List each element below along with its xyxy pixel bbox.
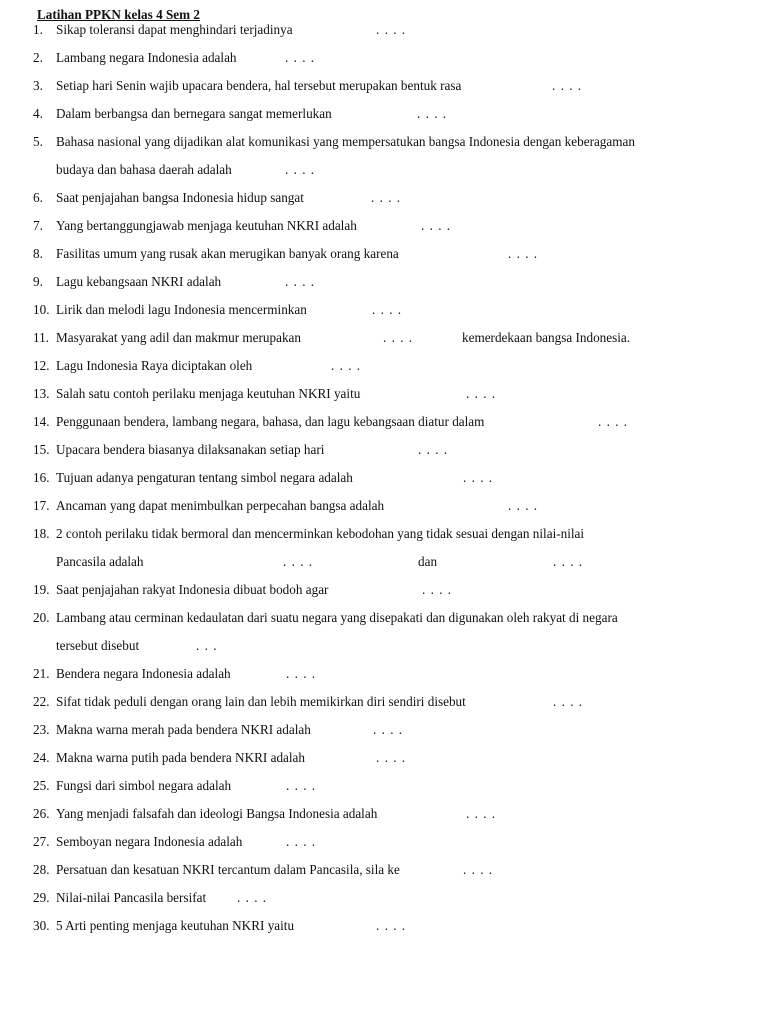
answer-blank: . . . . [373, 722, 404, 737]
question-item [0, 722, 768, 750]
question-item [0, 22, 768, 50]
question-number: 18. [33, 526, 50, 541]
answer-blank: . . . . [285, 274, 316, 289]
question-item [0, 78, 768, 106]
question-continuation [0, 638, 768, 666]
question-item [0, 218, 768, 246]
question-text: Sikap toleransi dapat menghindari terjadinya [56, 22, 293, 37]
question-item [0, 862, 768, 890]
question-item [0, 358, 768, 386]
worksheet-title: Latihan PPKN kelas 4 Sem 2 [37, 7, 201, 22]
answer-blank: . . . . [372, 302, 403, 317]
answer-blank: . . . . [237, 890, 268, 905]
question-item [0, 190, 768, 218]
question-number: 9. [33, 274, 43, 289]
question-item [0, 694, 768, 722]
question-item [0, 386, 768, 414]
answer-blank: . . . . [508, 246, 539, 261]
question-item [0, 414, 768, 442]
answer-blank: . . . . [376, 22, 407, 37]
answer-blank: . . . . [371, 190, 402, 205]
answer-blank: . . . . [376, 750, 407, 765]
question-item [0, 610, 768, 638]
question-text: 5 Arti penting menjaga keutuhan NKRI yaitu [56, 918, 295, 933]
question-number: 11. [33, 330, 49, 345]
question-item [0, 498, 768, 526]
question-text: Masyarakat yang adil dan makmur merupakan [56, 330, 301, 345]
question-list [0, 22, 768, 946]
question-number: 14. [33, 414, 50, 429]
question-item [0, 526, 768, 554]
question-text: Persatuan dan kesatuan NKRI tercantum dalam Pancasila, sila ke [56, 862, 400, 877]
question-text-after: kemerdekaan bangsa Indonesia. [462, 330, 631, 345]
question-text: Semboyan negara Indonesia adalah [56, 834, 243, 849]
question-number: 29. [33, 890, 50, 905]
question-text: Fungsi dari simbol negara adalah [56, 778, 232, 793]
question-text: Ancaman yang dapat menimbulkan perpecahan bangsa adalah [56, 498, 385, 513]
question-number: 7. [33, 218, 43, 233]
question-number: 25. [33, 778, 50, 793]
question-item [0, 470, 768, 498]
question-number: 15. [33, 442, 50, 457]
question-text: Lambang negara Indonesia adalah [56, 50, 237, 65]
question-text: Bahasa nasional yang dijadikan alat komunikasi yang mempersatukan bangsa Indonesia dengan keberagaman [56, 134, 635, 149]
question-text: Dalam berbangsa dan bernegara sangat memerlukan [56, 106, 332, 121]
answer-blank: . . . . [466, 806, 497, 821]
question-number: 23. [33, 722, 50, 737]
question-continuation [0, 554, 768, 582]
question-text: Bendera negara Indonesia adalah [56, 666, 231, 681]
question-item [0, 750, 768, 778]
question-text: Lagu Indonesia Raya diciptakan oleh [56, 358, 253, 373]
question-item [0, 778, 768, 806]
question-text: Lambang atau cerminan kedaulatan dari suatu negara yang disepakati dan digunakan oleh rakyat di negara [56, 610, 618, 625]
question-number: 19. [33, 582, 50, 597]
question-number: 30. [33, 918, 50, 933]
question-text: Salah satu contoh perilaku menjaga keutuhan NKRI yaitu [56, 386, 361, 401]
answer-blank: . . . . [417, 106, 448, 121]
question-number: 28. [33, 862, 50, 877]
answer-blank: . . . . [383, 330, 414, 345]
question-text: Lagu kebangsaan NKRI adalah [56, 274, 222, 289]
question-item [0, 582, 768, 610]
question-item [0, 106, 768, 134]
answer-blank: . . . . [286, 666, 317, 681]
question-number: 24. [33, 750, 50, 765]
question-item [0, 330, 768, 358]
answer-blank: . . . . [508, 498, 539, 513]
question-number: 22. [33, 694, 50, 709]
question-number: 26. [33, 806, 50, 821]
question-number: 17. [33, 498, 50, 513]
answer-blank: . . . . [376, 918, 407, 933]
question-text: Tujuan adanya pengaturan tentang simbol negara adalah [56, 470, 353, 485]
question-item [0, 918, 768, 946]
answer-blank: . . . . [285, 50, 316, 65]
question-number: 10. [33, 302, 50, 317]
question-number: 12. [33, 358, 50, 373]
question-number: 8. [33, 246, 43, 261]
question-text: Makna warna merah pada bendera NKRI adalah [56, 722, 311, 737]
question-text: Fasilitas umum yang rusak akan merugikan banyak orang karena [56, 246, 399, 261]
question-number: 6. [33, 190, 43, 205]
question-text: Makna warna putih pada bendera NKRI adalah [56, 750, 305, 765]
question-item [0, 442, 768, 470]
question-number: 27. [33, 834, 50, 849]
question-number: 13. [33, 386, 50, 401]
question-text: Lirik dan melodi lagu Indonesia mencerminkan [56, 302, 307, 317]
answer-blank: . . . . [283, 554, 314, 569]
answer-blank: . . . . [285, 162, 316, 177]
answer-blank: . . . . [463, 862, 494, 877]
question-number: 1. [33, 22, 43, 37]
question-text: Setiap hari Senin wajib upacara bendera, hal tersebut merupakan bentuk rasa [56, 78, 462, 93]
question-text: Yang menjadi falsafah dan ideologi Bangsa Indonesia adalah [56, 806, 378, 821]
question-number: 5. [33, 134, 43, 149]
question-number: 16. [33, 470, 50, 485]
question-text: Nilai-nilai Pancasila bersifat [56, 890, 207, 905]
question-text: Saat penjajahan rakyat Indonesia dibuat bodoh agar [56, 582, 329, 597]
answer-blank: . . . . [466, 386, 497, 401]
answer-blank: . . . . [553, 554, 584, 569]
answer-blank: . . . . [422, 582, 453, 597]
answer-blank: . . . . [552, 78, 583, 93]
answer-blank: . . . . [598, 414, 629, 429]
question-text: Sifat tidak peduli dengan orang lain dan lebih memikirkan diri sendiri disebut [56, 694, 466, 709]
question-text-continued: tersebut disebut [56, 638, 140, 653]
question-item [0, 302, 768, 330]
question-text: Yang bertanggungjawab menjaga keutuhan NKRI adalah [56, 218, 357, 233]
answer-blank: . . . . [553, 694, 584, 709]
question-text: Penggunaan bendera, lambang negara, bahasa, dan lagu kebangsaan diatur dalam [56, 414, 485, 429]
question-item [0, 274, 768, 302]
question-text: Saat penjajahan bangsa Indonesia hidup sangat [56, 190, 304, 205]
question-text-continued: budaya dan bahasa daerah adalah [56, 162, 232, 177]
question-item [0, 246, 768, 274]
question-text-conjunction: dan [418, 554, 438, 569]
answer-blank: . . . . [331, 358, 362, 373]
question-text: 2 contoh perilaku tidak bermoral dan mencerminkan kebodohan yang tidak sesuai dengan nilai-nilai [56, 526, 585, 541]
answer-blank: . . . . [418, 442, 449, 457]
question-item [0, 834, 768, 862]
question-item [0, 50, 768, 78]
question-text-continued: Pancasila adalah [56, 554, 144, 569]
answer-blank: . . . . [421, 218, 452, 233]
question-number: 21. [33, 666, 50, 681]
question-number: 20. [33, 610, 50, 625]
question-number: 4. [33, 106, 43, 121]
question-item [0, 806, 768, 834]
question-item [0, 890, 768, 918]
question-item [0, 666, 768, 694]
question-item [0, 134, 768, 162]
answer-blank: . . . . [286, 778, 317, 793]
question-continuation [0, 162, 768, 190]
question-number: 2. [33, 50, 43, 65]
question-number: 3. [33, 78, 43, 93]
answer-blank: . . . . [286, 834, 317, 849]
question-text: Upacara bendera biasanya dilaksanakan setiap hari [56, 442, 325, 457]
answer-blank: . . . [196, 638, 218, 653]
answer-blank: . . . . [463, 470, 494, 485]
